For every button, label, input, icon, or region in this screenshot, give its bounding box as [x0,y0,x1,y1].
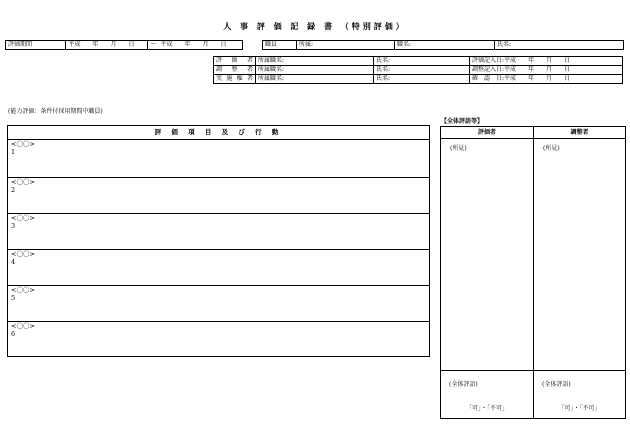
item-number: 6 [11,330,16,338]
evaluation-period-table [5,40,243,50]
item-tag: <〇〇> [11,250,35,258]
role-dept-field[interactable]: 所属職名: [256,75,374,84]
item-tag: <〇〇> [11,322,35,330]
role-name-field[interactable]: 氏名: [374,66,470,75]
role-row [214,66,623,75]
evaluation-type-note: (能力評価：条件付採用期間中職員) [8,108,103,115]
evaluator-column-header: 評価者 [441,127,533,139]
evaluator-roles-table [213,56,623,84]
period-to[interactable]: 平成 年 月 日 [159,41,243,50]
overall-comments-title: 【全体評語等】 [441,118,484,125]
evaluation-item[interactable] [8,140,429,177]
item-number: 5 [11,294,16,302]
item-tag: <〇〇> [11,178,35,186]
evaluator-column [441,127,534,418]
evaluation-item[interactable] [8,321,429,356]
item-tag: <〇〇> [11,214,35,222]
item-tag: <〇〇> [11,286,35,294]
evaluation-item[interactable] [8,213,429,249]
evaluation-item[interactable] [8,177,429,213]
role-label: 評価者 [214,57,256,66]
item-number: 1 [11,148,16,156]
role-label: 実施権者 [214,75,256,84]
evaluation-items-header: 評 価 項 目 及 び 行 動 [8,126,429,140]
adjuster-pass-fail-choice[interactable]: 「可」・「不可」 [558,405,601,412]
staff-name-field[interactable]: 氏名: [495,41,624,50]
staff-label: 職員 [263,41,297,50]
role-name-field[interactable]: 氏名: [374,57,470,66]
item-number: 4 [11,258,16,266]
overall-comments-box [440,126,626,419]
staff-dept-field[interactable]: 所属: [297,41,395,50]
item-tag: <〇〇> [11,140,35,148]
role-row [214,75,623,84]
role-dept-field[interactable]: 所属職名: [256,66,374,75]
staff-table [262,40,624,50]
role-row [214,57,623,66]
role-date-field[interactable]: 確 認 日:平成 年 月 日 [470,75,623,84]
document-title: 人 事 評 価 記 録 書 （特別評価） [223,21,407,31]
evaluator-overall-label: (全体評語) [449,381,478,388]
adjuster-column-header: 調整者 [534,127,625,139]
period-label: 評価期間 [6,41,66,50]
evaluation-item[interactable] [8,285,429,321]
item-number: 2 [11,186,16,194]
item-number: 3 [11,222,16,230]
evaluation-items-box [7,125,430,357]
role-label: 調整者 [214,66,256,75]
role-dept-field[interactable]: 所属職名: [256,57,374,66]
role-date-field[interactable]: 調整記入日:平成 年 月 日 [470,66,623,75]
evaluator-opinion-field[interactable]: (所見) [450,145,467,152]
role-date-field[interactable]: 評価記入日:平成 年 月 日 [470,57,623,66]
adjuster-column [534,127,625,418]
period-from[interactable]: 平成 年 月 日 [66,41,148,50]
adjuster-overall-section [534,370,625,418]
role-name-field[interactable]: 氏名: [374,75,470,84]
evaluator-pass-fail-choice[interactable]: 「可」・「不可」 [465,405,508,412]
evaluation-item[interactable] [8,249,429,285]
period-separator: ～ [148,41,159,50]
evaluator-overall-section [441,370,533,418]
staff-position-field[interactable]: 職名: [395,41,495,50]
adjuster-overall-label: (全体評語) [542,381,571,388]
adjuster-opinion-field[interactable]: (所見) [543,145,560,152]
